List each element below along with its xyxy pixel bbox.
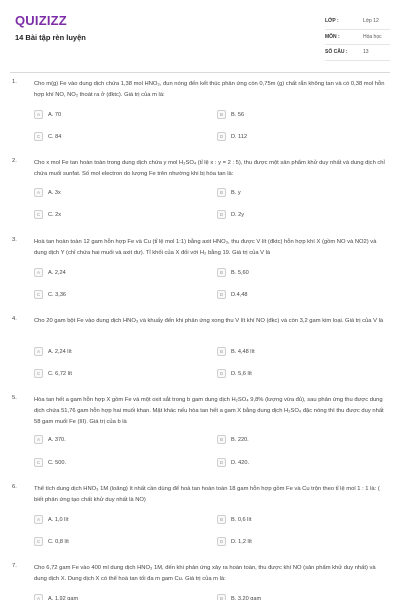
meta-row-subject: [325, 30, 390, 46]
meta-row-count: [325, 45, 390, 61]
option-b[interactable]: [217, 593, 261, 600]
option-letter-badge: A: [34, 515, 43, 524]
option-d[interactable]: [217, 457, 249, 468]
option-letter-badge: C: [34, 458, 43, 467]
question-number: 5.: [12, 395, 17, 401]
option-letter-badge: D: [217, 369, 226, 378]
option-text: C. 84: [48, 133, 62, 140]
option-text: A. 1,92 gam: [48, 595, 79, 600]
option-letter-badge: A: [34, 188, 43, 197]
option-letter-badge: A: [34, 435, 43, 444]
option-d[interactable]: [217, 368, 252, 379]
option-letter-badge: A: [34, 594, 43, 600]
question-number: 2.: [12, 158, 17, 164]
option-text: A. 70: [48, 111, 62, 118]
option-text: C. 3,36: [48, 291, 67, 298]
option-letter-badge: C: [34, 369, 43, 378]
option-letter-badge: B: [217, 188, 226, 197]
option-c[interactable]: [34, 209, 61, 220]
option-text: A. 2,24 lít: [48, 348, 72, 355]
option-text: B. 5,60: [231, 269, 249, 276]
option-c[interactable]: [34, 131, 61, 142]
option-a[interactable]: [34, 109, 61, 120]
option-letter-badge: C: [34, 537, 43, 546]
option-letter-badge: B: [217, 110, 226, 119]
question-text: Cho x mol Fe tan hoàn toàn trong dung dịch chứa y mol H₂SO₄ (tỉ lệ x : y = 2 : 5), thu được một sản phẩm khử duy nhất và dung dịch chỉ chứa muối sunfat. Số mol electron do lượng Fe trên nhường khi bị hòa tan là:: [34, 160, 385, 177]
option-letter-badge: D: [217, 210, 226, 219]
header-divider: [10, 72, 390, 73]
question-number: 4.: [12, 316, 17, 322]
option-letter-badge: A: [34, 347, 43, 356]
option-a[interactable]: [34, 346, 72, 357]
option-b[interactable]: [217, 346, 255, 357]
option-b[interactable]: [217, 434, 249, 445]
option-text: D.4,48: [231, 291, 248, 298]
option-a[interactable]: [34, 267, 66, 278]
worksheet-header: [0, 0, 400, 66]
option-letter-badge: D: [217, 290, 226, 299]
quizizz-logo: QUIZIZZ: [15, 13, 67, 28]
option-text: D. 1,2 lít: [231, 538, 252, 545]
option-d[interactable]: [217, 536, 252, 547]
option-letter-badge: C: [34, 210, 43, 219]
option-text: D. 2y: [231, 211, 245, 218]
option-text: C. 500.: [48, 459, 67, 466]
question-text: Cho m(g) Fe vào dung dịch chứa 1,38 mol HNO₃, đun nóng đến kết thúc phản ứng còn 0,75m (g) chất rắn không tan và có 0,38 mol hỗn hợp khí NO, NO₂ thoát ra ở (đktc). Giá trị của m là:: [34, 81, 385, 98]
option-b[interactable]: [217, 109, 244, 120]
option-letter-badge: A: [34, 110, 43, 119]
option-b[interactable]: [217, 514, 252, 525]
option-c[interactable]: [34, 368, 72, 379]
option-b[interactable]: [217, 267, 249, 278]
option-a[interactable]: [34, 434, 66, 445]
meta-value: Hóa học: [363, 33, 382, 40]
question-number: 7.: [12, 563, 17, 569]
option-letter-badge: B: [217, 347, 226, 356]
option-a[interactable]: [34, 593, 78, 600]
option-text: B. 0,6 lít: [231, 516, 252, 523]
option-text: B. 3,20 gam: [231, 595, 262, 600]
option-b[interactable]: [217, 187, 241, 198]
option-d[interactable]: [217, 209, 244, 220]
option-text: C. 2x: [48, 211, 62, 218]
option-text: A. 1,0 lít: [48, 516, 69, 523]
option-letter-badge: A: [34, 268, 43, 277]
option-letter-badge: C: [34, 290, 43, 299]
meta-value: 13: [363, 49, 369, 56]
option-text: C. 0,8 lít: [48, 538, 69, 545]
option-text: D. 112: [231, 133, 248, 140]
option-letter-badge: B: [217, 515, 226, 524]
question-text: Cho 20 gam bột Fe vào dung dịch HNO₃ và khuấy đến khi phản ứng xong thu V lít khí NO (đkc) và còn 3,2 gam kim loại. Giá trị của V là: [34, 318, 384, 324]
option-a[interactable]: [34, 514, 69, 525]
option-text: B. 4,48 lít: [231, 348, 255, 355]
option-text: D. 420.: [231, 459, 250, 466]
option-letter-badge: D: [217, 458, 226, 467]
question-text: Hòa tan hết a gam hỗn hợp X gồm Fe và một oxit sắt trong b gam dung dịch H₂SO₄ 9,8% (lượng vừa đủ), sau phản ứng thu được dung dịch chứa 51,76 gam hỗn hợp hai muối khan. Mặt khác nếu hòa tan hết a gam X bằng dung dịch H₂SO₄ đặc nóng thì thu được duy nhất 58 gam muối Fe (III). Giá trị của b là: [34, 397, 384, 425]
worksheet-title: 14 Bài tập rèn luyện: [15, 33, 86, 42]
option-text: A. 3x: [48, 189, 61, 196]
option-text: B. 220.: [231, 436, 249, 443]
question-number: 3.: [12, 237, 17, 243]
meta-value: Lớp 12: [363, 18, 379, 25]
option-d[interactable]: [217, 289, 247, 300]
question-number: 1.: [12, 79, 17, 85]
question-number: 6.: [12, 484, 17, 490]
option-c[interactable]: [34, 457, 66, 468]
question-text: Hoà tan hoàn toàn 12 gam hỗn hợp Fe và Cu (tỉ lệ mol 1:1) bằng axit HNO₃, thu được V lít (đktc) hỗn hợp khí X (gồm NO và NO2) và dung dịch Y (chỉ chứa hai muối và axit dư). Tỉ khối của X đối với H₂ bằng 19. Giá trị của V là: [34, 239, 377, 256]
option-letter-badge: B: [217, 435, 226, 444]
option-a[interactable]: [34, 187, 61, 198]
option-letter-badge: D: [217, 537, 226, 546]
meta-row-class: [325, 14, 390, 30]
option-text: B. y: [231, 189, 241, 196]
option-text: A. 2,24: [48, 269, 66, 276]
option-text: B. 56: [231, 111, 245, 118]
option-text: C. 6,72 lít: [48, 370, 72, 377]
option-letter-badge: D: [217, 132, 226, 141]
option-letter-badge: B: [217, 594, 226, 600]
question-text: Thể tích dung dịch HNO₃ 1M (loãng) ít nhất cần dùng để hoà tan hoàn toàn 18 gam hỗn hợp gồm Fe và Cu trộn theo tỉ lệ mol 1 : 1 là: ( biết phản ứng tạo chất khử duy nhất là NO): [34, 486, 380, 503]
option-c[interactable]: [34, 536, 69, 547]
option-d[interactable]: [217, 131, 247, 142]
option-letter-badge: C: [34, 132, 43, 141]
meta-key: MÔN :: [325, 33, 340, 40]
worksheet-meta: [325, 14, 390, 61]
option-letter-badge: B: [217, 268, 226, 277]
question-text: Cho 6,72 gam Fe vào 400 ml dung dịch HNO₃ 1M, đến khi phản ứng xảy ra hoàn toàn, thu được khí NO (sản phẩm khử duy nhất) và dung dịch X. Dung dịch X có thể hoà tan tối đa m gam Cu. Giá trị của m là:: [34, 565, 376, 582]
option-c[interactable]: [34, 289, 66, 300]
option-text: D. 5,6 lít: [231, 370, 252, 377]
meta-key: LỚP :: [325, 18, 339, 25]
meta-key: SỐ CÂU :: [325, 49, 348, 56]
option-text: A. 370.: [48, 436, 66, 443]
